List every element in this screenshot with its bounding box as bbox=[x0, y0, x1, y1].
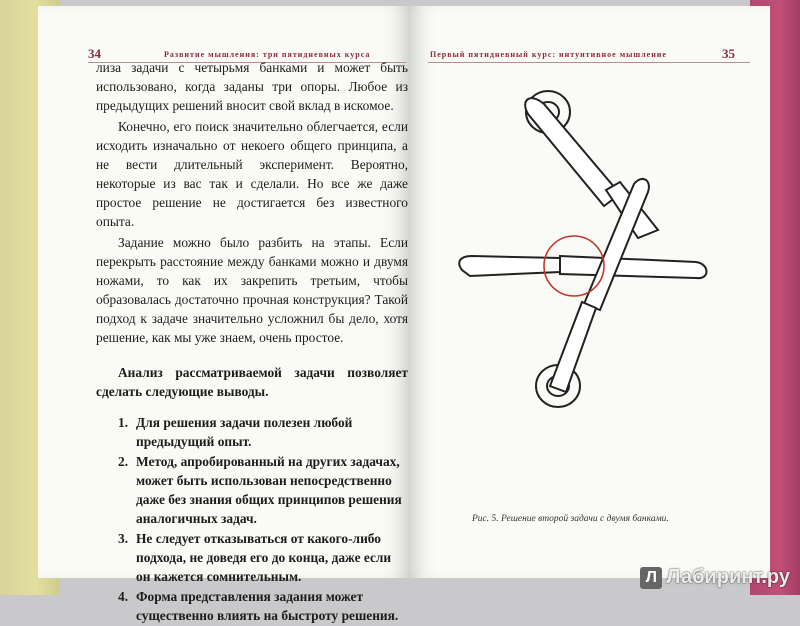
paragraph: Задание можно было разбить на этапы. Если перекрыть расстояние между банками можно и двумя ножами, то как их закрепить третьим, чтобы образовалась достаточно прочная конструкция? Такой подход к задаче значительно усложнил бы дело, хотя решение, как мы уже знаем, очень простое. bbox=[96, 235, 408, 345]
conclusion-text: Для решения задачи полезен любой предыдущий опыт. bbox=[136, 415, 353, 449]
summary-intro: Анализ рассматриваемой задачи позволяет сделать следующие выводы. bbox=[96, 365, 408, 399]
conclusion-number: 4. bbox=[118, 589, 129, 604]
conclusion-number: 2. bbox=[118, 454, 129, 469]
conclusion-item bbox=[96, 452, 408, 528]
right-page-number: 35 bbox=[722, 46, 735, 61]
knives-and-jars-figure bbox=[420, 70, 740, 440]
conclusion-text: Форма представления задания может существенно влиять на быстроту решения. bbox=[136, 589, 399, 623]
conclusions-list bbox=[96, 413, 408, 625]
knife-long-diagonal bbox=[550, 179, 649, 392]
labirint-watermark bbox=[640, 566, 790, 589]
paragraph: лиза задачи с четырьмя банками и может быть использовано, когда заданы три опоры. Любое из предыдущих решений вносит свой вклад в искомое. bbox=[96, 60, 408, 113]
conclusion-text: Не следует отказываться от какого-либо подхода, не доведя его до конца, даже если он кажется сомнительным. bbox=[136, 531, 392, 584]
left-running-head: Развитие мышления: три пятидневных курса bbox=[164, 50, 371, 59]
paragraph: Конечно, его поиск значительно облегчается, если исходить изначально от некоего общего принципа, а не вести длительный эксперимент. Вероятно, некоторые из вас так и сделали. Но все же даже простое решение не достигается без известного опыта. bbox=[96, 119, 408, 229]
conclusion-number: 3. bbox=[118, 531, 129, 546]
right-header-rule bbox=[428, 62, 750, 63]
left-text-block bbox=[96, 58, 408, 626]
conclusion-item bbox=[96, 413, 408, 451]
conclusion-item bbox=[96, 529, 408, 586]
figure-caption: Рис. 5. Решение второй задачи с двумя банками. bbox=[472, 514, 669, 524]
conclusion-text: Метод, апробированный на других задачах, может быть использован непосредственно даже без знания общих принципов решения аналогичных задач. bbox=[136, 454, 402, 526]
left-page-number: 34 bbox=[88, 46, 101, 61]
left-page bbox=[38, 6, 411, 623]
watermark-text: Лабиринт.ру bbox=[666, 566, 790, 588]
labirint-logo-icon: Л bbox=[640, 567, 662, 589]
conclusion-item bbox=[96, 587, 408, 625]
knife-horizontal bbox=[459, 256, 706, 278]
conclusion-number: 1. bbox=[118, 415, 129, 430]
right-running-head: Первый пятидневный курс: интуитивное мышление bbox=[430, 50, 667, 59]
